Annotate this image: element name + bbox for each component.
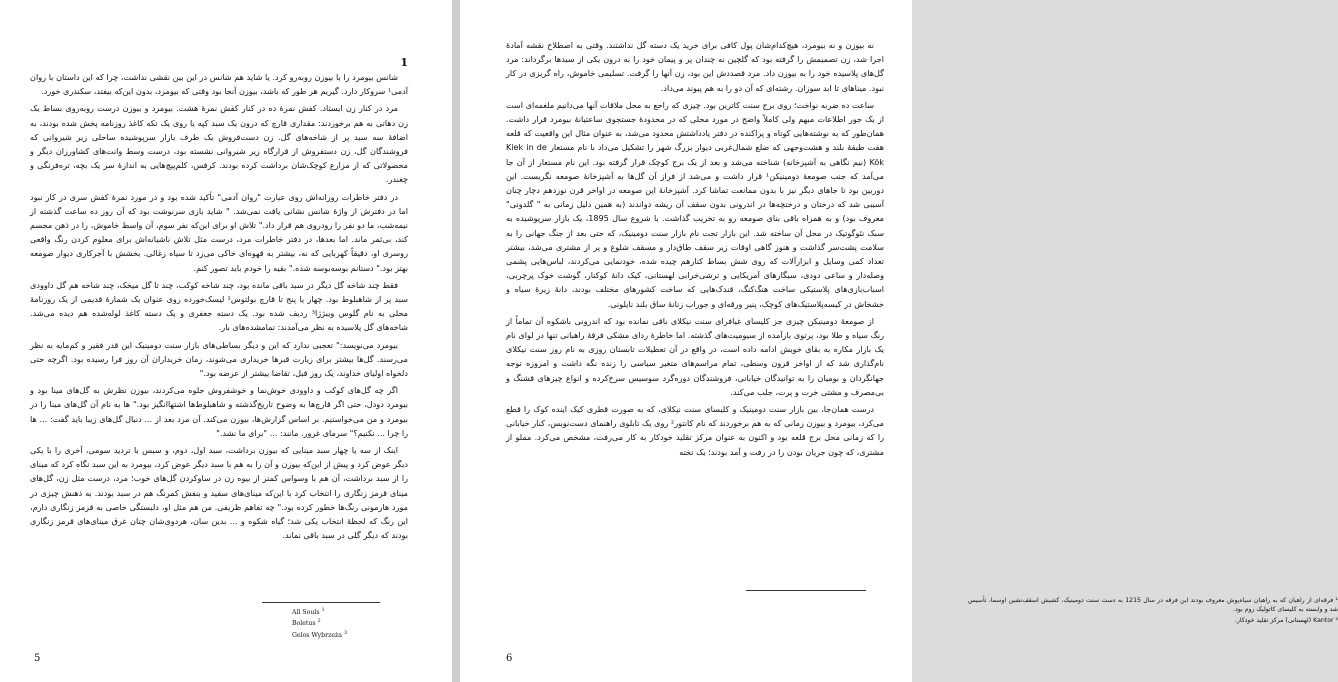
footnote — [292, 617, 392, 628]
paragraph: از صومعهٔ دومینیکن چیزی جز کلیسای غیافرای سنت نیکلای باقی نمانده بود که اندرونی باشکوه آن تماماً از رنگ سیاه و طلا بود، پرتوی بازآمده از سیومیت‌های گذشته. اما خاطرهٔ ردای مشکی فرقهٔ راهبانی تنها در لوای نام یک بازار مکاره به بقای خویش ادامه داده است، در واقع در آن تعطیلات تابستان روزی به نام روز سنت نیکلای نام‌گذاری شد که از اواخر قرون وسطی، تمام مراسم‌های متغیر سیاسی را زنده نگه داشت و امروزه توجه جهانگردان و بومیان را به توانیدگان خیابانی، فروشندگان دوره‌گرد سوسیس سرخ‌کرده و انواع چیزهای قشنگ و بی‌مصرف و مشتی خرت و پرت، جلب می‌کند. — [506, 315, 884, 397]
footnote-number: 2 — [317, 618, 321, 625]
paragraph: ساعت ده ضربه نواخت؛ روی برج سنت کاترین بود. چیزی که راجع به محل ملاقات آنها می‌دانیم ملغمه‌ای است از یک جور اطلاعات مبهم ولی کاملاً واضح در مورد محلی که در محدودهٔ جستجوی ساعتیانهٔ بیومرد قرار داشت. همان‌طور که به نوشته‌هایی کوتاه و پراکنده در دفتر یادداشتش محدود می‌شد، به عنوان مثال این واقعیت که قلعه هفت طبقهٔ بلند و هشت‌وجهی که ضلع شمال‌غربی دیوار بزرگ شهر را تشکیل می‌داد با نام مستعار Kiek in de Kök (نیم نگاهی به آشپزخانه) شناخته می‌شد و بعد از یک برج کوچک قرار گرفته بود. این نام مستعار از آن جا می‌آمد که جنب صومعهٔ دومینیکن¹ قرار داشت و می‌شد از فراز آن گل‌ها به آشپزخانهٔ صومعه نگریست. این دوربین بود تا جاهای دیگر نیز با بدون ممانعت تماشا کرد. آشپزخانهٔ این صومعه در اواخر قرن نوزدهم دچار چنان آسیبی شد که درختان و درختچه‌ها در اندرونی بدون سقف آن ریشه دواندند (به همین دلیل زمانی به " گلدونی" معروف بود) و به همراه باقی بنای صومعه رو به تخریب گذاشت. با شروع سال 1895، یک بازار سرپوشیده به سبک نئوگوتیک در محل آن ساخته شد. این بازار تحت نام بازار سنت دومینیک، که حتی بعد از جنگ جهانی را به سلامت پشت‌سر گذاشت و هنوز گاهی اوقات زیر سقف طاق‌دار و مسقف شلوغ و پر از مشتری می‌شد، بیشتر تعداد کمی وسایل و ابزارآلات که روی شش بساط کنارهم چیده شده، خودنمایی می‌کردند، لباس‌هایی پشمی وصله‌دار و ساعی دودی، سیگارهای آمریکایی و ترشی‌خرابی لهستانی، کیک دانهٔ کوکنار، گوشت خوک پرچربی، اسباب‌بازی‌های پلاستیکی ساخت هنگ‌کنگ، قندک‌هایی که ساخت کشورهای مختلف بودند، دانهٔ زیرهٔ سیاه و خشخاش در کیسه‌پلاستیک‌های کوچک، پنیر ورقه‌ای و جوراب زنانهٔ ساق بلند نایلونی. — [506, 99, 885, 309]
paragraph: اگر چه گل‌های کوکب و داوودی خوش‌نما و خوشفروش جلوه می‌کردند، بیوزن نظرش به گل‌های مینا بود و بیومرد دودل، حتی اگر قارچ‌ها به وضوح تاریخ‌گذشته و شاهبلوط‌ها اشتهاانگیز بود." ها به نام آن گل‌های مینا را در بیومرد و من می‌خواستیم. بر اساس گزارش‌ها، بیوزن می‌کند. آن مرد بعد از ... دنبال گل‌های زیبا باید گفت: ... ها را چرا ... نکنیم؟" سرمای غرور. مانند: ... "برای ما نشد." — [30, 385, 408, 438]
footnote — [292, 629, 392, 640]
paragraph: فقط چند شاخه گل دیگر در سبد باقی مانده بود، چند شاخه کوکب، چند تا گل میخک، چند شاخه هم گل داوودی سبد پر از شاهبلوط بود. چهار یا پنج تا قارچ بولتوس² لیسک‌خورده روی عنوان یک شمارهٔ قدیمی از یک روزنامهٔ محلی به نام گلوس ویبژژا³ ردیف شده بود. یک دسته جعفری و یک دسته کاغذ لوله‌شده هم دیده می‌شد. شاخه‌های گل پلاسیده به نظر می‌آمدند: تمامشده‌های بار. — [30, 279, 408, 333]
footnotes — [292, 606, 392, 640]
right-page-body — [506, 38, 884, 462]
footnote-text: Boletus — [292, 620, 316, 628]
footnote: ² Kantor (لهستانی) مرکز تقلید خودکار. — [1234, 617, 1338, 624]
footnote-divider — [262, 602, 380, 603]
page-number: 6 — [506, 653, 513, 664]
footnote-text: Gelos Wybrzeża — [292, 631, 342, 639]
paragraph: بیومرد می‌نویسد:" تعجبی ندارد که این و دیگر بساطی‌های بازار سنت دومینیک این قدر فقیر و کم‌مایه به نظر می‌رسند. گل‌ها بیشتر برای زیارت قبرها خریداری می‌شوند، زمان خریداران آن روز فرا رسیده بود. اگرچه حتی دلخواه اولیای خداوند، یک روز قبل، تقاضا بیشتر از عرضه بود." — [30, 339, 408, 379]
paragraph: مرد در کنار زن ایستاد. کفش نمرهٔ ده در کنار کفش نمرهٔ هشت. بیومرد و بیوزن درست روبه‌روی بساط یک زن دهاتی به هم برخوردند: مقداری قارچ که درون یک سبد کپه یا روی یک تکه کاغذ روزنامه پخش شده بودند، به اضافهٔ سه سبد پر از شاخه‌های گل. زن دست‌فروش یک طرف بازار سرپوشیده ساحلی زیر شیروانی که فروشندگان گل، زن دستفروش از قرارگاه زیر شیروانی نشسته بود، درست وسط وانت‌های کشاورزان دیگر و محصولاتی که از مزارع کوچک‌شان برداشت کرده بودند. کرفس، کلم‌پیچ‌هایی به اندازهٔ سر یک بچه، تره‌فرنگی و چغندر. — [30, 103, 408, 185]
paragraph: نه بیوزن و نه بیومرد، هیچ‌کدام‌شان پول کافی برای خرید یک دسته گل نداشتند. وقتی به اصطلاح نقشه آمادهٔ اجرا شد، زن تصمیمش را گرفته بود که گلچین نه چندان پر و پیمان خود را به درون یکی از سبدها برگرداند: مرد گل‌های پلاسیده خود را به بیوزن داد. مرد قصددش این بود، زن آنها را گرفت. تسلیمی خاموش، راه گریزی در کار نبود. میناهای تا ابد سوزان. رشته‌ای که آن دو را به هم پیوند می‌داد. — [506, 40, 884, 93]
paragraph: اینک از سه یا چهار سبد مینایی که بیوزن برداشت، سبد اول، دوم، و سبس با تردید سومی، آخری را با یکی دیگر عوض کرد و پیش از این‌که بیوزن و آن را به هم با سبد دیگر عوض کرد، بیومرد به این سبد نگاه کرد که مینای را از سبد برداشت، آن هم با وسواس کمتر از بیوه زن در ساوکردن گل‌های خوب؛ مرد، درست مثل زن، گل‌های مینای قرمز زنگاری را انتخاب کرد با این‌که مینای‌های سفید و بنفش کمرنگ هم در سبد بودند. به ذهنش چیزی در مورد هارمونی رنگ‌ها خطور کرده بود." چه تفاهم ظریفی. من هم مثل او، دلبستگی خاصی به قرمز زنگاری دارم، این رنگ که لحظهٔ انتخاب یکی شد؛ گیاه شکوه و ... بدین سان، هردوی‌شان چنان غرق مینای‌های قرمز زنگاری بودند که دیگر گلی در سبد باقی نماند. — [30, 445, 408, 541]
page-number: 5 — [34, 653, 41, 664]
footnote-number: 1 — [321, 607, 325, 613]
page-gutter — [452, 0, 460, 682]
footnote-text: All Souls — [292, 609, 320, 617]
left-page-body — [30, 70, 408, 546]
footnote-number: 3 — [343, 629, 348, 636]
paragraph: شانس بیومرد را با بیوزن روبه‌رو کرد. یا شاید هم شانس در این بین نقشی نداشت، چرا که این داستان با روان آدمی¹ سروکار دارد. گیریم هر طور که باشد، بیوزن آنجا بود وقتی که بیومرد، بدون این‌که بیفتد، سکندری خورد. — [30, 72, 408, 97]
footnote-divider — [746, 590, 866, 591]
footnotes — [968, 596, 1338, 627]
footnote — [292, 606, 392, 617]
left-page — [0, 0, 452, 682]
chapter-number: 1 — [400, 56, 408, 69]
footnote: ¹ فرقه‌ای از راهبان که به راهبان سیاه‌پوش معروف بودند این فرقه در سال 1215 به دست سنت دومینیک، کشیش اسقف‌نشین اوسما، تأسیس شد و وابسته به کلیسای کاتولیک روم بود. — [968, 597, 1338, 613]
right-page — [460, 0, 1338, 682]
paragraph: درست همان‌جا، بین بازار سنت دومینیک و کلیسای سنت نیکلای، که به صورت قطری کیک اینده کوک را قطع می‌کرد، بیومرد و بیوزن زمانی که به هم برخوردند که نام کانتور² روی یک تابلوی راهنمای دست‌نویس، کنار خیابانی را که زمانی محل برج قلعه بود و اکنون به عنوان مرکز تقلید خودکار به کار می‌رفت، مشخص می‌کرد. مملو از مشتری، که چون جریان بودن را در رفت و آمد بودند؛ یک تخته — [506, 404, 884, 457]
paragraph: در دفتر خاطرات روزانه‌اش روی عبارت "روان آدمی" تأکید شده بود و در مورد نمرهٔ کفش سری در کار نبود اما در دفترش از واژهٔ شانس نشانی یافت نمی‌شد. " شاید بازی سرنوشت بود که آن روز ده ساعت گذشته از نیمه‌شب، ما دو نفر را رودروی هم قرار داد." تلاش او برای این‌که نفر سوم، آن واسط خاموش، را در ذهن مجسم کند، بی‌ثمر ماند. اما بعدها، در دفتر خاطرات مرد، درست مثل تلاش ناشیانه‌اش برای معلوم کردن رنگ واقعی روسری او، دقیقاً کهربایی که نه، بیشتر به قهوه‌ای خاکی می‌زد تا سیاه زغالی. بخشش با آجرکاری دیوار صومعه بهتر بود." دستانم بوسه‌بوسه شده." بقیه را خودم باید تصور کنم. — [30, 191, 408, 273]
